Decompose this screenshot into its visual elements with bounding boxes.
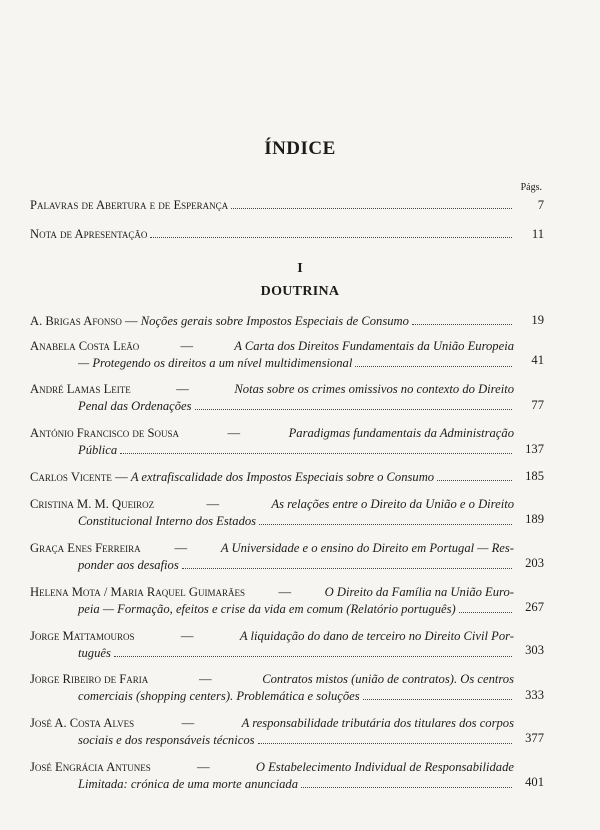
toc-entry-page: 185	[525, 469, 544, 483]
toc-work-title-cont: sociais e dos responsáveis técnicos	[78, 733, 255, 747]
toc-work-title: O Estabelecimento Individual de Responsabilidade	[255, 760, 514, 774]
toc-entry-page: 303	[525, 643, 544, 657]
toc-author: José A. Costa Alves	[30, 716, 135, 730]
toc-work-title-cont: ponder aos desafios	[78, 558, 179, 572]
dot-leaders	[231, 198, 512, 209]
toc-work-title-cont: Limitada: crónica de uma morte anunciada	[78, 777, 299, 791]
toc-work-title-cont: peia — Formação, efeitos e crise da vida em comum (Relatório português)	[78, 602, 456, 616]
dot-leaders	[258, 733, 512, 744]
toc-entry: António Francisco de Sousa — Paradigmas fundamentais da Administração Pública	[30, 426, 514, 457]
dot-leaders	[120, 443, 512, 454]
dot-leaders	[195, 399, 512, 410]
toc-entry: André Lamas Leite — Notas sobre os crimes omissivos no contexto do Direito Penal das Ordenações	[30, 382, 514, 413]
toc-entry-front-0	[30, 197, 514, 214]
toc-work-title-cont: tuguês	[78, 646, 111, 660]
toc-author: José Engrácia Antunes	[30, 760, 151, 774]
toc-work-title: A Universidade e o ensino do Direito em Portugal — Res-	[220, 541, 514, 555]
toc-entry: José Engrácia Antunes — O Estabelecimento Individual de Responsabilidade Limitada: crónica de uma morte anunciada	[30, 760, 514, 791]
toc-work-title: As relações entre o Direito da União e o Direito	[271, 497, 514, 511]
dot-leaders	[355, 356, 512, 367]
toc-author: Carlos Vicente	[30, 470, 112, 484]
toc-entry: Jorge Ribeiro de Faria — Contratos mistos (união de contratos). Os centros comerciais (shopping centers). Problemática e soluções	[30, 672, 514, 703]
toc-work-title-cont: Penal das Ordenações	[78, 399, 192, 413]
toc-work-title: Contratos mistos (união de contratos). Os centros	[262, 672, 514, 686]
dot-leaders	[301, 777, 512, 788]
toc-entry-label: Nota de Apresentação	[30, 227, 148, 241]
toc-author: Jorge Ribeiro de Faria	[30, 672, 149, 686]
toc-entry: Carlos Vicente — A extrafiscalidade dos Impostos Especiais sobre o Consumo	[30, 469, 514, 486]
toc-entry-page: 137	[525, 442, 544, 456]
toc-work-title: A Carta dos Direitos Fundamentais da União Europeia	[234, 339, 514, 353]
dot-leaders	[114, 646, 512, 657]
toc-entry-page: 401	[525, 775, 544, 789]
toc-work-title-cont: Pública	[78, 443, 118, 457]
toc-author: António Francisco de Sousa	[30, 426, 180, 440]
toc-author: Graça Enes Ferreira	[30, 541, 141, 555]
toc-entry-page: 267	[525, 600, 544, 614]
toc-entry: Jorge Mattamouros — A liquidação do dano de terceiro no Direito Civil Por- tuguês	[30, 629, 514, 660]
toc-entry-page: 11	[531, 227, 544, 241]
section-number: I	[297, 261, 303, 276]
toc-author: Helena Mota / Maria Raquel Guimarães	[30, 585, 245, 599]
toc-entry-page: 377	[525, 731, 544, 745]
dot-leaders	[363, 689, 512, 700]
dot-leaders	[412, 314, 512, 325]
dot-leaders	[259, 514, 512, 525]
toc-work-title: A liquidação do dano de terceiro no Direito Civil Por-	[239, 629, 514, 643]
toc-entry: Helena Mota / Maria Raquel Guimarães — O Direito da Família na União Euro- peia — Formação, efeitos e crise da vida em comum (Relatório português)	[30, 585, 514, 616]
toc-entry-label: Palavras de Abertura e de Esperança	[30, 198, 229, 212]
toc-author: A. Brigas Afonso	[30, 314, 122, 328]
toc-entry-page: 7	[537, 198, 544, 212]
toc-entry-page: 41	[531, 353, 544, 367]
toc-entry-page: 19	[531, 313, 544, 327]
toc-author: André Lamas Leite	[30, 382, 131, 396]
page-title: ÍNDICE	[264, 138, 336, 159]
toc-entry-page: 203	[525, 556, 544, 570]
toc-entry-front-1	[30, 226, 514, 243]
toc-work-title: Paradigmas fundamentais da Administração	[288, 426, 514, 440]
dot-leaders	[150, 227, 512, 238]
toc-work-title: Noções gerais sobre Impostos Especiais de Consumo	[140, 314, 409, 328]
toc-work-title: O Direito da Família na União Euro-	[324, 585, 514, 599]
pages-column-label: Págs.	[520, 182, 542, 193]
dot-leaders	[182, 558, 512, 569]
toc-work-title: A responsabilidade tributária dos titulares dos corpos	[241, 716, 514, 730]
toc-entry: A. Brigas Afonso — Noções gerais sobre Impostos Especiais de Consumo	[30, 313, 514, 330]
toc-entry: José A. Costa Alves — A responsabilidade tributária dos titulares dos corpos sociais e dos responsáveis técnicos	[30, 716, 514, 747]
toc-work-title-cont: Constitucional Interno dos Estados	[78, 514, 257, 528]
toc-author: Anabela Costa Leão	[30, 339, 140, 353]
toc-work-title-cont: comerciais (shopping centers). Problemática e soluções	[78, 689, 360, 703]
toc-entry-page: 189	[525, 512, 544, 526]
dot-leaders	[437, 470, 512, 481]
section-title: DOUTRINA	[260, 284, 340, 299]
toc-author: Jorge Mattamouros	[30, 629, 135, 643]
toc-entry: Graça Enes Ferreira — A Universidade e o ensino do Direito em Portugal — Res- ponder aos desafios	[30, 541, 514, 572]
toc-work-title-cont: — Protegendo os direitos a um nível multidimensional	[78, 356, 353, 370]
toc-entry: Anabela Costa Leão — A Carta dos Direitos Fundamentais da União Europeia — Protegendo os direitos a um nível multidimensional	[30, 339, 514, 370]
toc-work-title: A extrafiscalidade dos Impostos Especiais sobre o Consumo	[130, 470, 435, 484]
toc-work-title: Notas sobre os crimes omissivos no contexto do Direito	[234, 382, 514, 396]
toc-entry-page: 77	[531, 398, 544, 412]
toc-author: Cristina M. M. Queiroz	[30, 497, 155, 511]
toc-entry-page: 333	[525, 688, 544, 702]
toc-entry: Cristina M. M. Queiroz — As relações entre o Direito da União e o Direito Constitucional Interno dos Estados	[30, 497, 514, 528]
